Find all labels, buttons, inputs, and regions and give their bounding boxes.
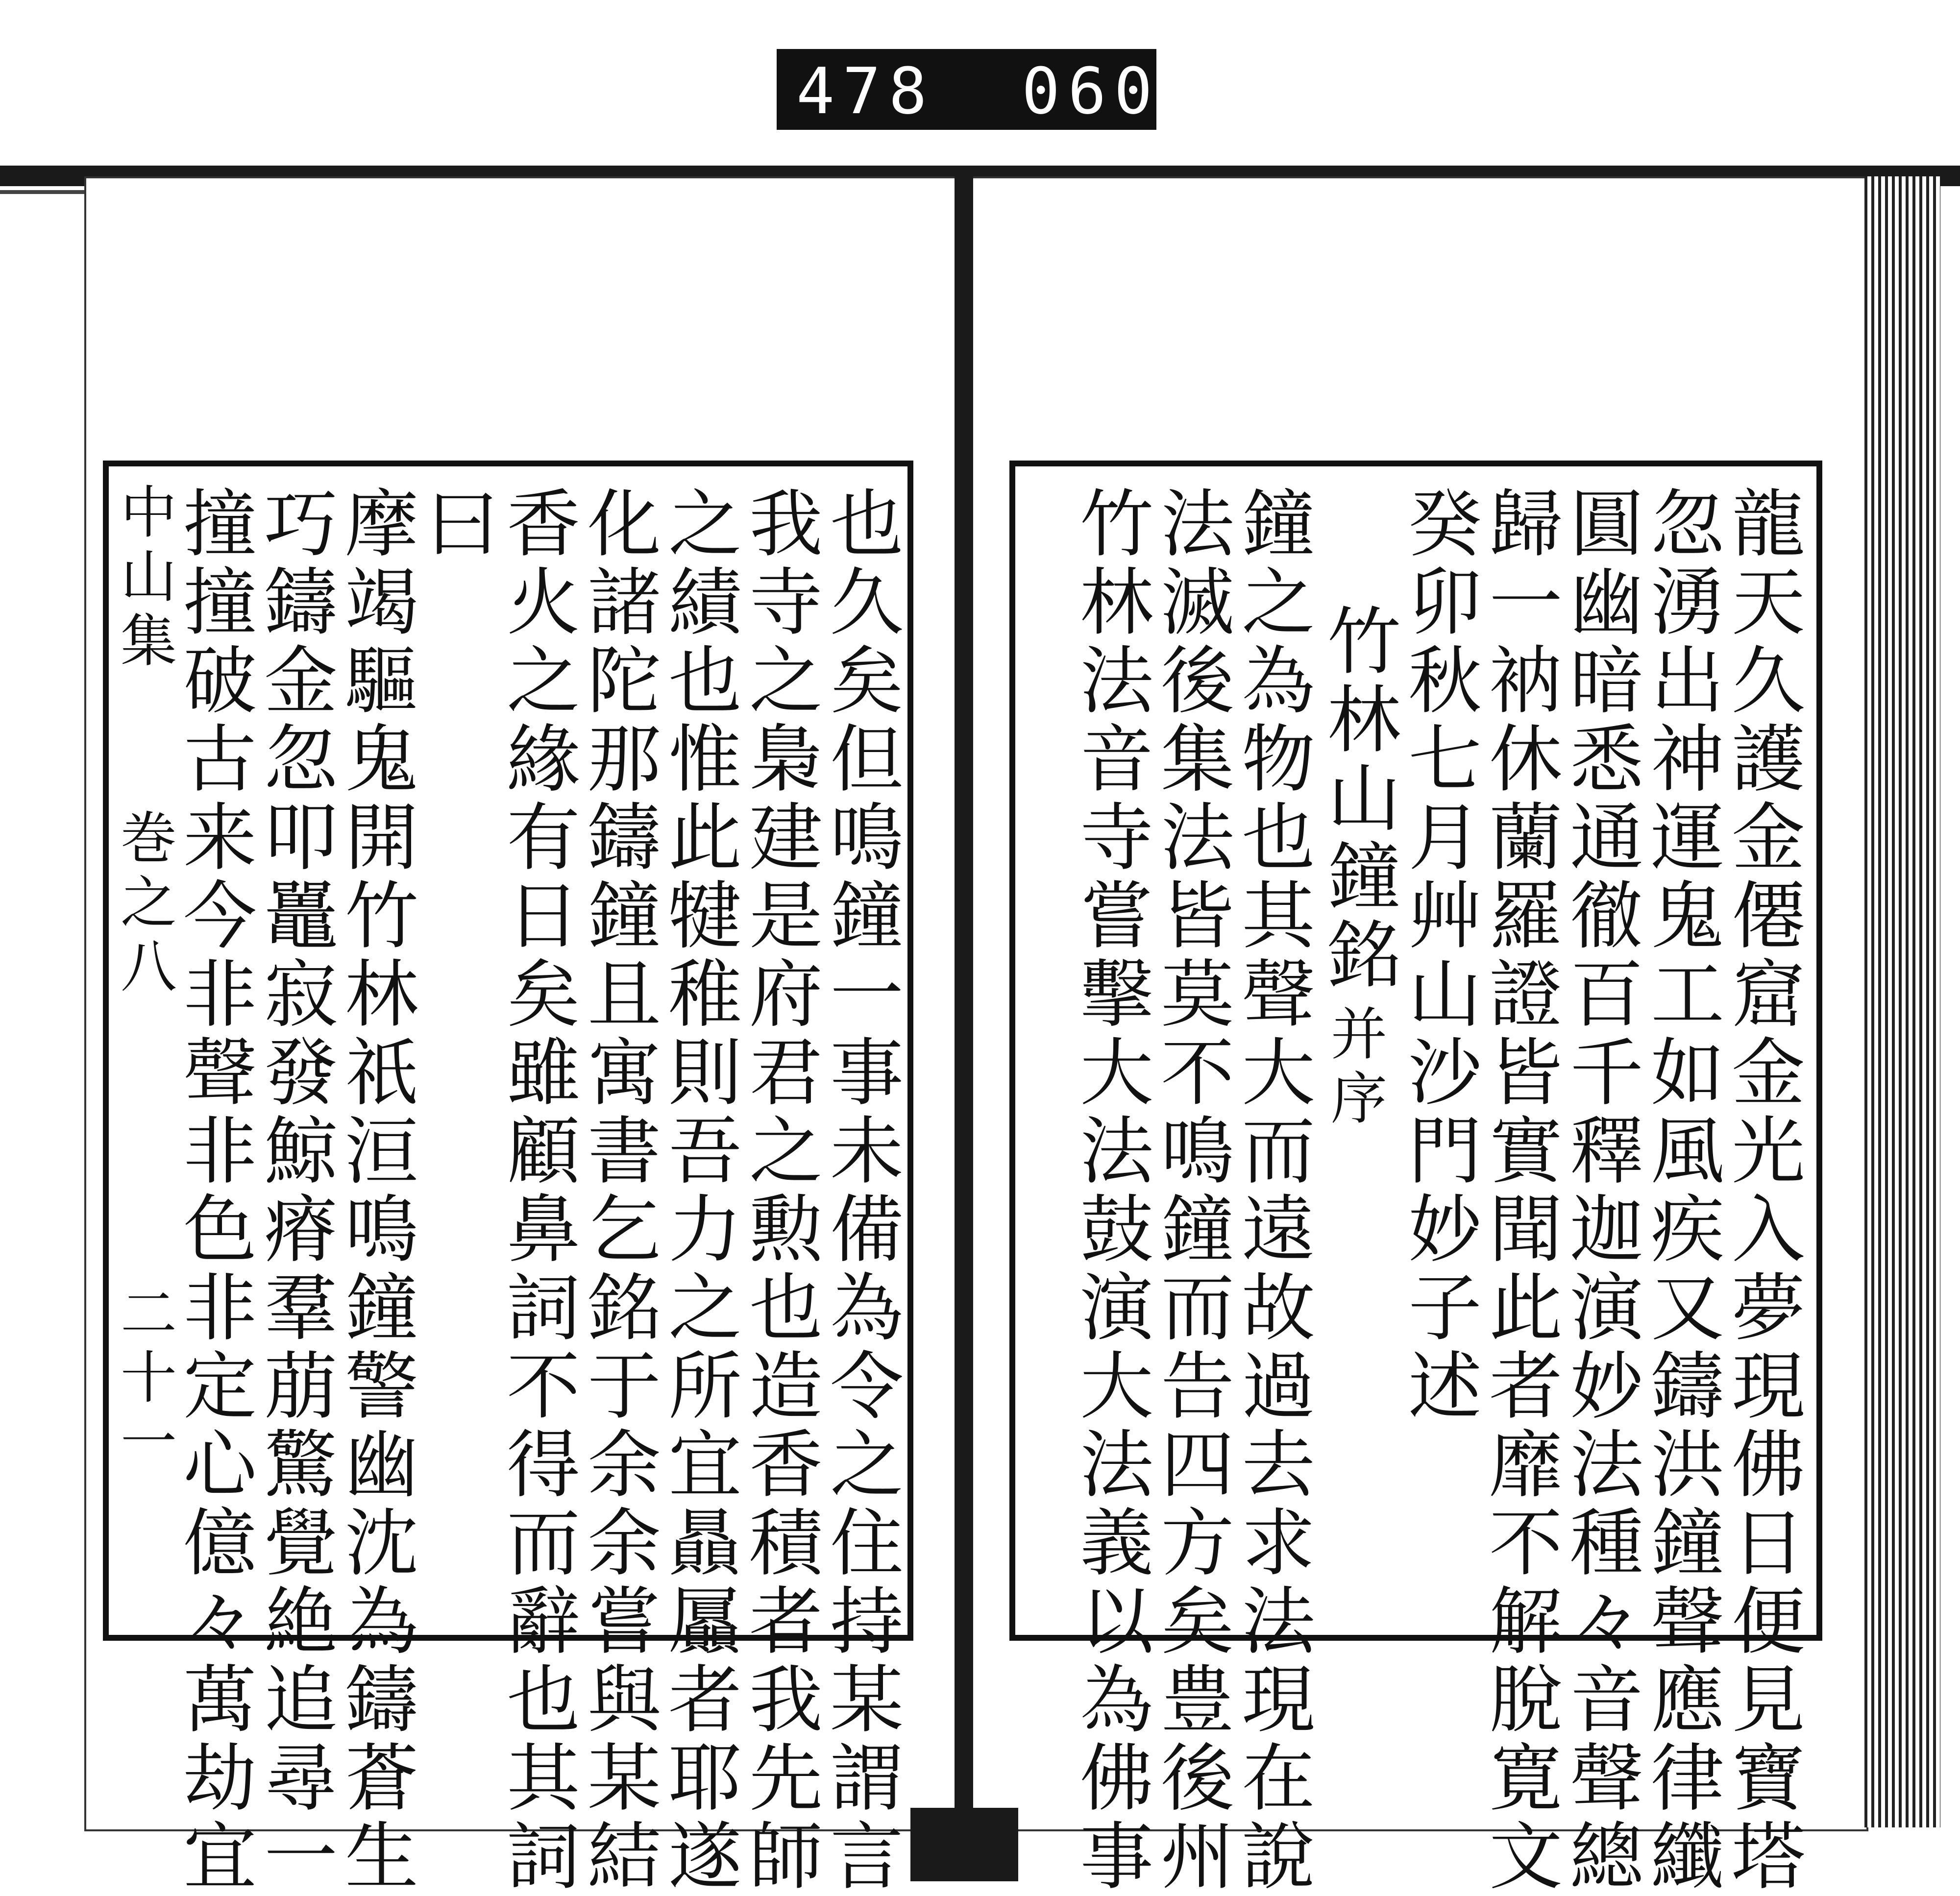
right-column-8: 法滅後集法皆莫不鳴鐘而告四方矣豊後州 [1148,485,1233,1896]
margin-folio: 二十一 [111,1284,176,1476]
left-column-5: 香火之緣有日矣雖顧鼻詞不得而辭也其詞 [494,485,579,1896]
left-column-8: 巧鑄金忽叩鼉寂發鯨瘠羣萠驚覺絶追尋一 [251,485,337,1896]
margin-volume: 巻之八 [111,808,176,1001]
title-note: 并序 [1321,1004,1387,1133]
left-column-2: 我寺之梟建是府君之勲也造香積者我先師 [736,485,822,1896]
left-column-9: 撞撞破古来今非聲非色非定心億々萬劫宜 [171,485,256,1896]
archive-number-label [777,49,1160,130]
right-column-7: 鐘之為物也其聲大而遠故過去求法現在說 [1229,485,1314,1896]
book-spine [955,176,973,1881]
page-edges [1864,176,1940,1827]
archive-number-1: 478 [796,54,935,128]
right-column-4: 歸一衲休蘭羅證皆實聞此者靡不解脫寛文 [1476,485,1562,1896]
right-column-2: 忽湧出神運鬼工如風疾又鑄洪鐘聲應律纖 [1638,485,1723,1896]
right-column-6: 竹林山鐘銘 [1315,603,1400,995]
right-column-5: 癸卯秋七月艸山沙門妙子述 [1396,485,1481,1426]
left-column-4: 化諸陀那鑄鐘且寓書乞銘于余余嘗與某結 [575,485,660,1896]
right-column-1: 龍天久護金僊窟金光入夢現佛日便見寶塔 [1719,485,1804,1896]
left-column-1: 也久矣但鳴鐘一事未備為令之住持某謂言 [817,485,903,1896]
archive-number-2: 060 [1022,54,1160,128]
right-column-9: 竹林法音寺嘗擊大法鼓演大法義以為佛事 [1067,485,1152,1896]
left-column-3: 之績也惟此犍稚則吾力之所宜贔屭者耶遂 [656,485,741,1896]
margin-title: 中山集 [111,483,176,675]
spine-foot [910,1808,1018,1881]
left-column-6: 曰 [413,485,498,563]
left-column-7: 摩竭驅鬼開竹林祇洹鳴鐘警幽沈為鑄蒼生 [332,485,417,1896]
right-column-3: 圓幽暗悉通徹百千釋迦演妙法種々音聲總 [1557,485,1642,1896]
